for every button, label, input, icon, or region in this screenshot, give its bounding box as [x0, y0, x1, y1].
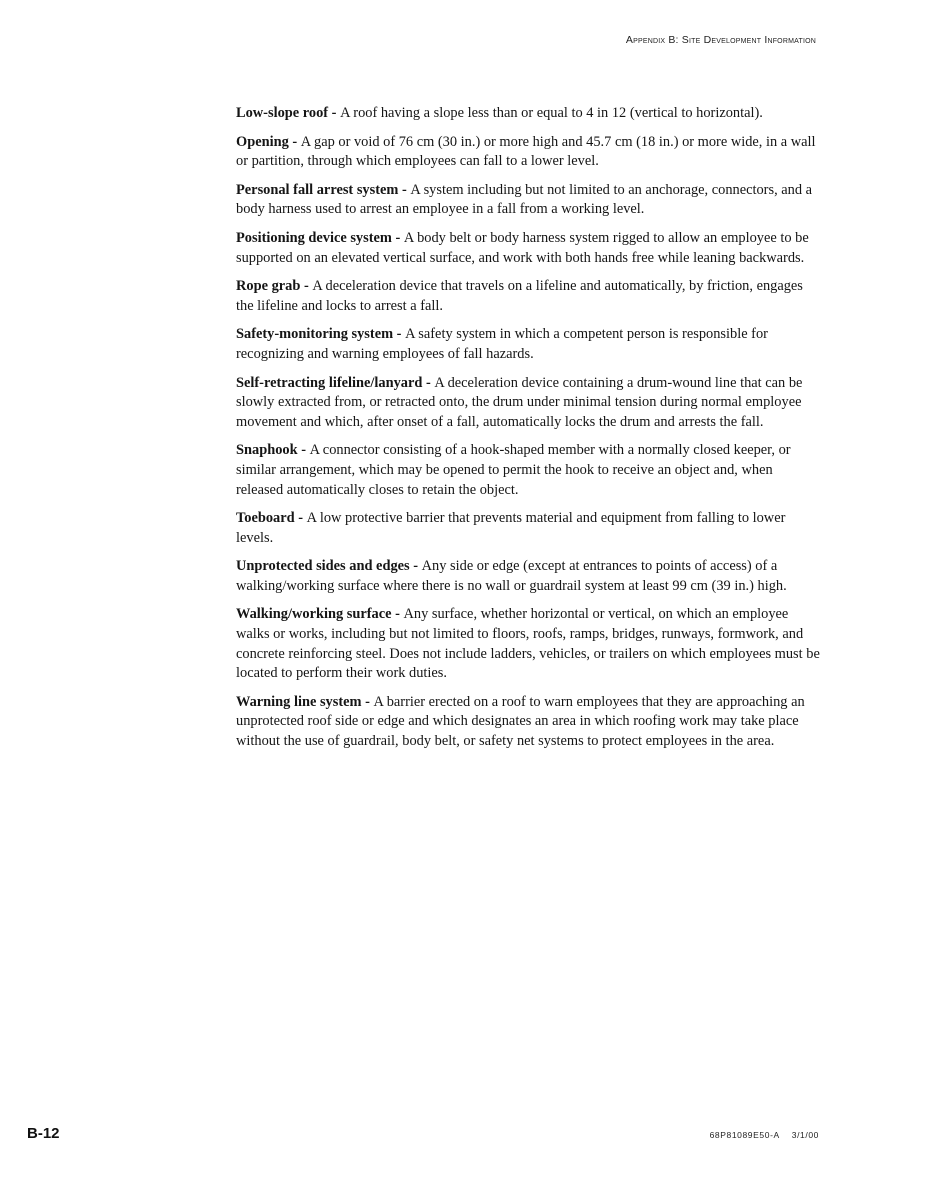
glossary-definition: A safety system in which a competent person is responsible for recognizing and warning employees of fall hazards.: [236, 326, 768, 362]
term-separator: -: [294, 510, 307, 527]
term-separator: -: [391, 229, 404, 246]
glossary-definition: A system including but not limited to an anchorage, connectors, and a body harness used to arrest an employee in a fall from a working level.: [236, 181, 813, 218]
glossary-entry-safety-monitoring-system: [236, 325, 820, 364]
term-separator: -: [398, 181, 411, 198]
glossary-term: Rope grab: [236, 278, 301, 295]
glossary-term: Self-retracting lifeline/lanyard: [236, 374, 423, 391]
glossary-entry-rope-grab: [236, 277, 820, 316]
glossary-entry-warning-line-system: [236, 693, 820, 752]
glossary-definition: A gap or void of 76 cm (30 in.) or more high and 45.7 cm (18 in.) or more wide, in a wall or partition, through which employees can fall to a lower level.: [236, 133, 816, 170]
term-separator: -: [409, 558, 422, 575]
glossary-entry-positioning-device-system: [236, 229, 820, 268]
glossary-entry-personal-fall-arrest-system: [236, 181, 820, 220]
term-separator: -: [328, 105, 341, 121]
term-separator: -: [391, 606, 404, 623]
glossary-body: [236, 104, 820, 761]
glossary-definition: A body belt or body harness system rigged to allow an employee to be supported on an elevated vertical surface, and work with both hands free while leaning backwards.: [236, 229, 809, 266]
document-id: [710, 1130, 819, 1140]
glossary-entry-unprotected-sides-and-edges: [236, 557, 820, 596]
glossary-definition: A deceleration device containing a drum-wound line that can be slowly extracted from, or retracted onto, the drum under minimal tension during normal employee movement and which, after onset of a fall, automatically locks the drum and arrests the fall.: [236, 374, 803, 430]
glossary-term: Personal fall arrest system: [236, 181, 399, 198]
glossary-term: Safety-monitoring system: [236, 326, 394, 343]
glossary-entry-toeboard: [236, 509, 820, 548]
glossary-definition: A deceleration device that travels on a lifeline and automatically, by friction, engages the lifeline and locks to arrest a fall.: [236, 278, 803, 314]
glossary-term: Unprotected sides and edges: [236, 558, 410, 575]
glossary-definition: A connector consisting of a hook-shaped member with a normally closed keeper, or similar arrangement, which may be opened to permit the hook to receive an object and, when released automatically closes to retain the object.: [236, 442, 791, 498]
document-number: 68P81089E50-A: [709, 1130, 780, 1140]
glossary-entry-self-retracting-lifeline: [236, 374, 820, 433]
page-number: B-12: [27, 1125, 60, 1142]
term-separator: -: [393, 326, 406, 343]
term-separator: -: [361, 693, 374, 710]
glossary-term: Toeboard: [236, 510, 295, 527]
glossary-definition: Any side or edge (except at entrances to points of access) of a walking/working surface where there is no wall or guardrail system at least 99 cm (39 in.) high.: [236, 558, 787, 594]
glossary-term: Low-slope roof: [236, 105, 329, 121]
glossary-entry-low-slope-roof: [236, 104, 820, 124]
glossary-entry-snaphook: [236, 441, 820, 500]
glossary-definition: Any surface, whether horizontal or vertical, on which an employee walks or works, including but not limited to floors, roofs, ramps, bridges, runways, formwork, and concrete reinforcing steel. Does not include ladders, vehicles, or trailers on which employees must be located to perform their work duties.: [236, 606, 820, 682]
glossary-entry-walking-working-surface: [236, 605, 820, 683]
document-date: 3/1/00: [791, 1130, 819, 1140]
running-header: Appendix B: Site Development Information: [625, 34, 816, 46]
term-separator: -: [297, 442, 310, 459]
glossary-definition: A roof having a slope less than or equal to 4 in 12 (vertical to horizontal).: [340, 105, 763, 121]
glossary-entry-opening: [236, 133, 820, 172]
glossary-term: Walking/working surface: [236, 606, 392, 623]
glossary-definition: A low protective barrier that prevents material and equipment from falling to lower levels.: [236, 510, 786, 546]
glossary-definition: A barrier erected on a roof to warn employees that they are approaching an unprotected roof side or edge and which designates an area in which roofing work may take place without the use of guardrail, body belt, or safety net systems to protect employees in the area.: [236, 693, 805, 750]
term-separator: -: [300, 278, 313, 295]
glossary-term: Warning line system: [236, 693, 362, 710]
term-separator: -: [288, 133, 301, 150]
glossary-term: Positioning device system: [236, 229, 392, 246]
glossary-term: Snaphook: [236, 442, 298, 459]
glossary-term: Opening: [236, 133, 289, 150]
term-separator: -: [422, 374, 435, 391]
